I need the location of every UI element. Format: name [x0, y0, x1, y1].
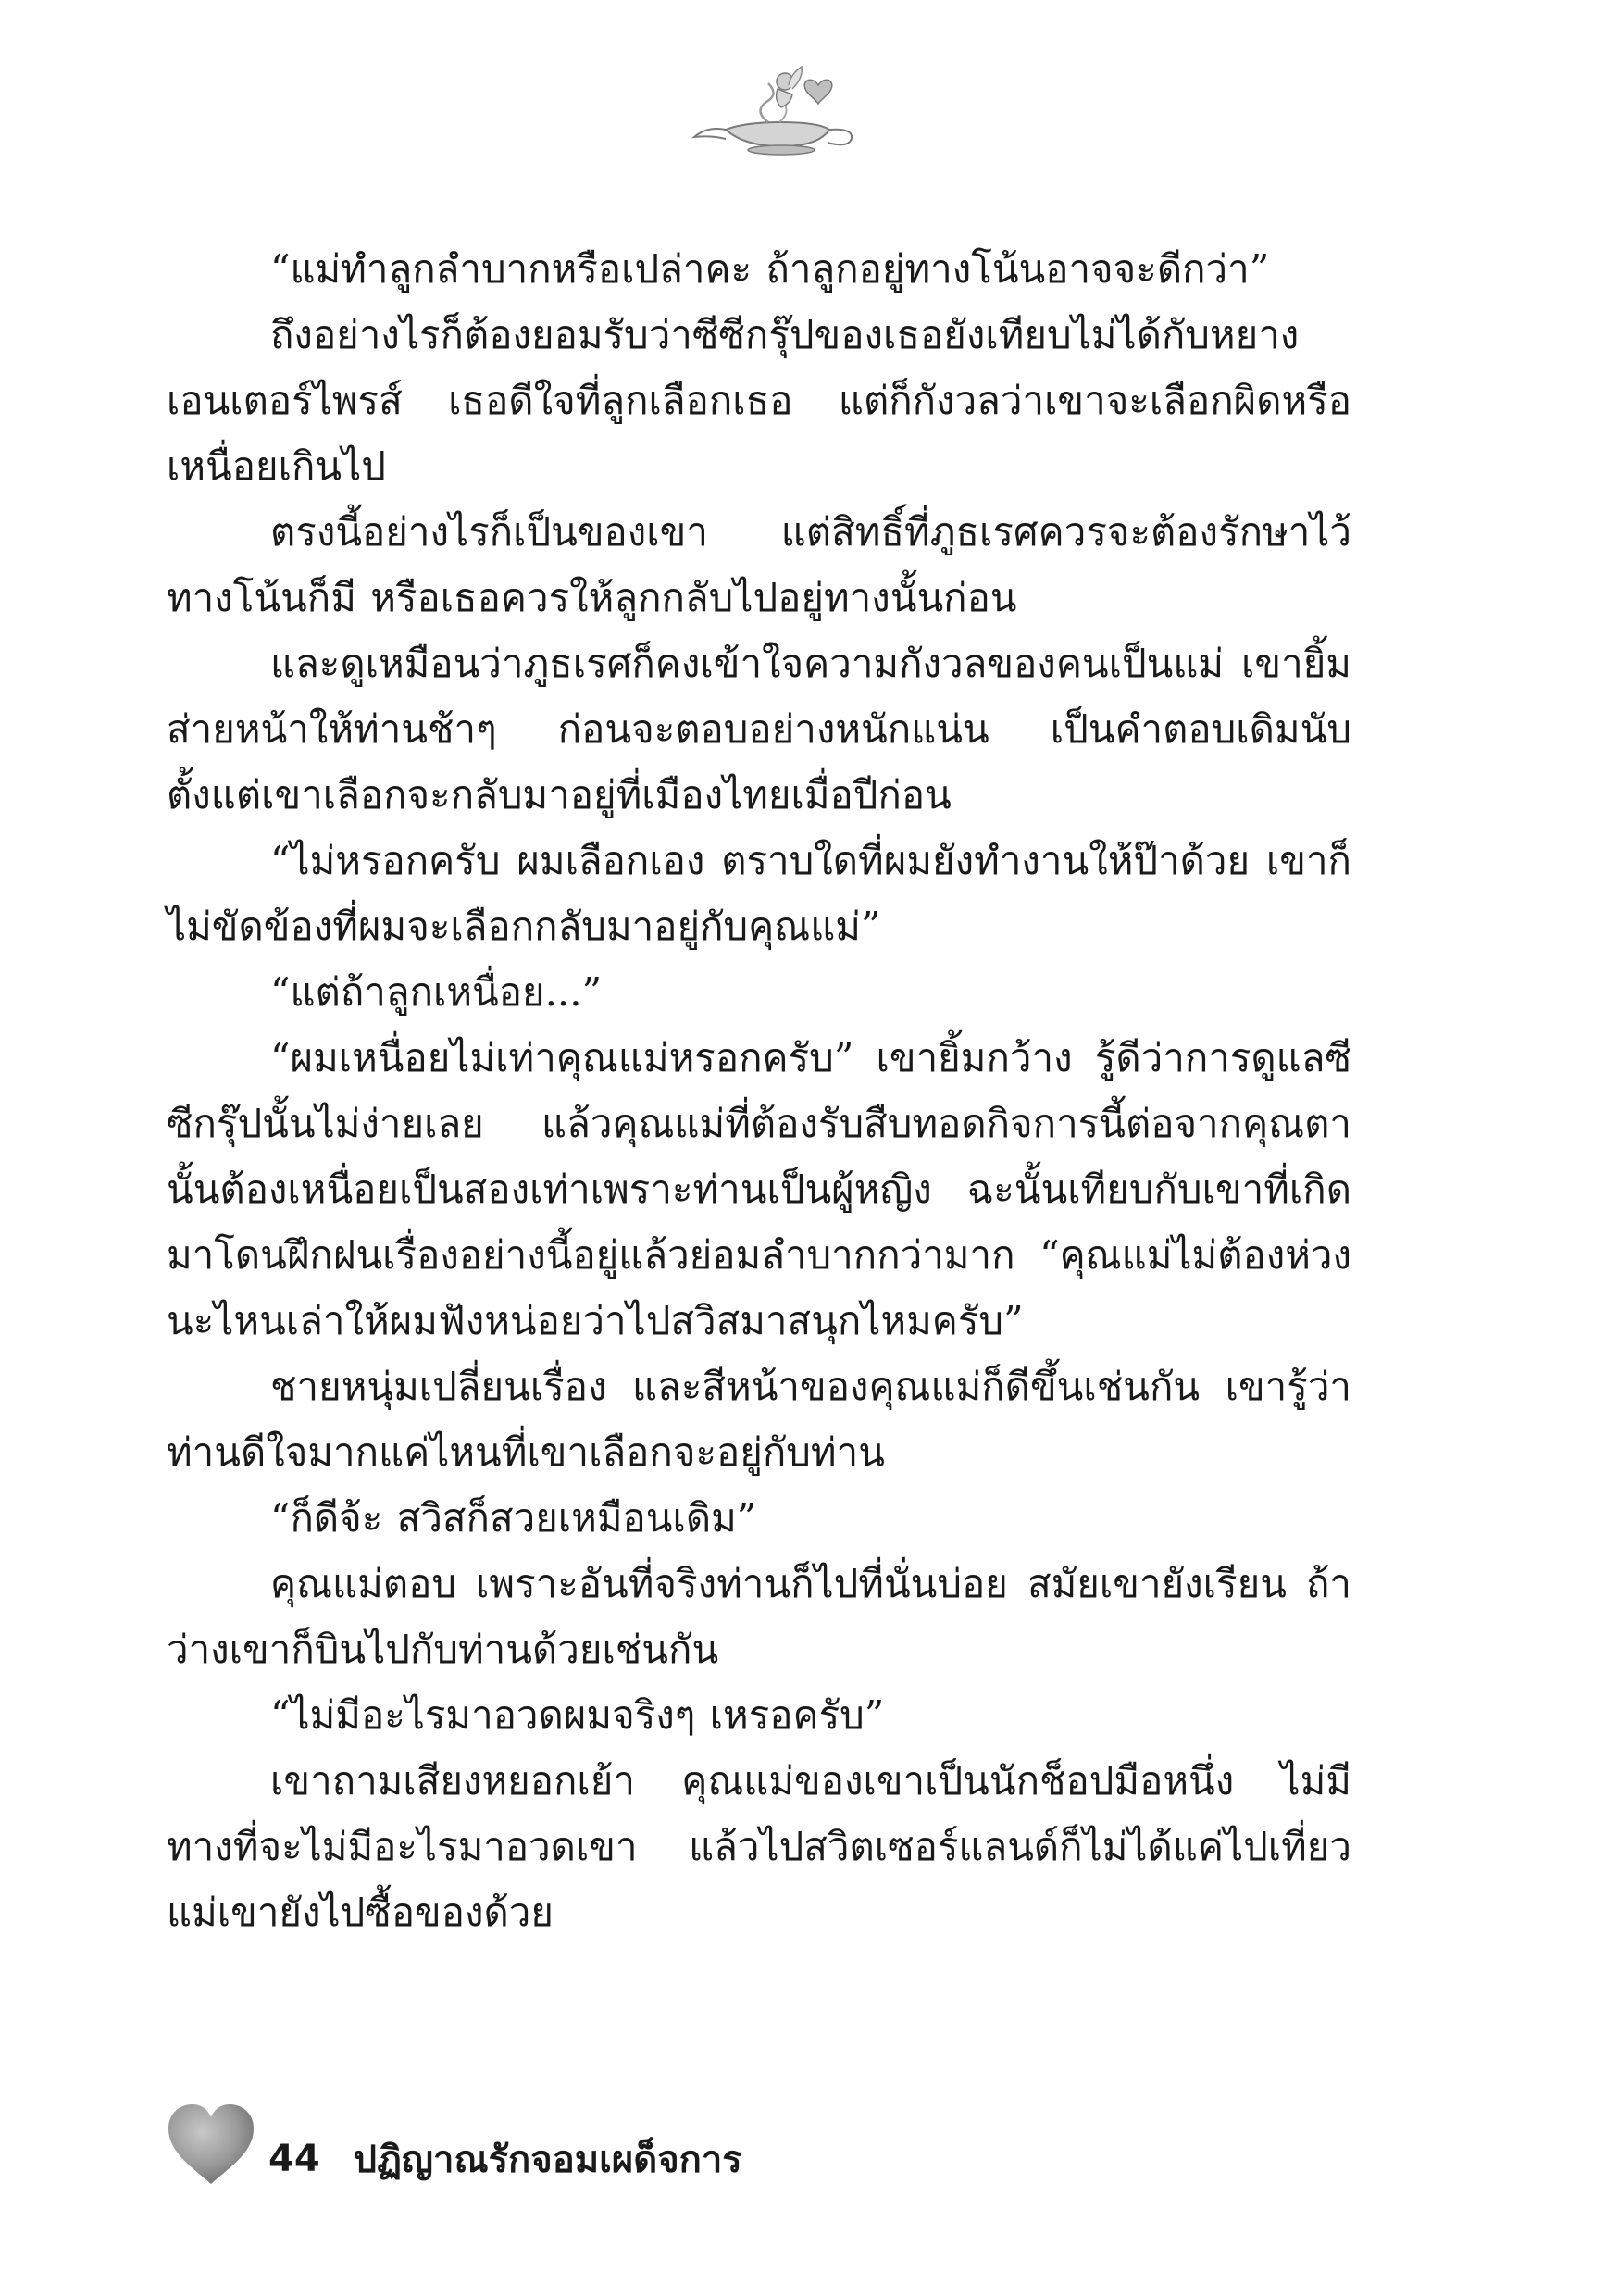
paragraph: เขาถามเสียงหยอกเย้า คุณแม่ของเขาเป็นนักช็อปมือหนึ่ง ไม่มีทางที่จะไม่มีอะไรมาอวดเขา แล้วไปสวิตเซอร์แลนด์ก็ไม่ได้แค่ไปเที่ยว แม่เขายังไปซื้อของด้วย	[167, 1758, 1351, 1935]
page-number: 44	[268, 2138, 320, 2180]
paragraph: ถึงอย่างไรก็ต้องยอมรับว่าซีซีกรุ๊ปของเธอยังเทียบไม่ได้กับหยาง เอนเตอร์ไพรส์ เธอดีใจที่ลูกเลือกเธอ แต่ก็กังวลว่าเขาจะเลือกผิดหรือเหนื่อยเกินไป	[167, 312, 1351, 489]
paragraph: “ก็ดีจ้ะ สวิสก็สวยเหมือนเดิม”	[270, 1495, 757, 1541]
body-text	[167, 236, 1351, 1945]
paragraph: และดูเหมือนว่าภูธเรศก็คงเข้าใจความกังวลของคนเป็นแม่ เขายิ้มส่ายหน้าให้ท่านช้าๆ ก่อนจะตอบอย่างหนักแน่น เป็นคำตอบเดิมนับตั้งแต่เขาเลือกจะกลับมาอยู่ที่เมืองไทยเมื่อปีก่อน	[167, 641, 1351, 817]
paragraph: “ผมเหนื่อยไม่เท่าคุณแม่หรอกครับ” เขายิ้มกว้าง รู้ดีว่าการดูแลซีซีกรุ๊ปนั้นไม่ง่ายเลย แล้วคุณแม่ที่ต้องรับสืบทอดกิจการนี้ต่อจากคุณตานั้นต้องเหนื่อยเป็นสองเท่าเพราะท่านเป็นผู้หญิง ฉะนั้นเทียบกับเขาที่เกิดมาโดนฝึกฝนเรื่องอย่างนี้อยู่แล้วย่อมลำบากกว่ามาก “คุณแม่ไม่ต้องห่วงนะไหนเล่าให้ผมฟังหน่อยว่าไปสวิสมาสนุกไหมครับ”	[167, 1035, 1351, 1343]
paragraph: ชายหนุ่มเปลี่ยนเรื่อง และสีหน้าของคุณแม่ก็ดีขึ้นเช่นกัน เขารู้ว่าท่านดีใจมากแค่ไหนที่เขาเลือกจะอยู่กับท่าน	[167, 1364, 1351, 1475]
heart-icon	[165, 2103, 257, 2188]
paragraph: “ไม่มีอะไรมาอวดผมจริงๆ เหรอครับ”	[270, 1692, 885, 1738]
paragraph: “แต่ถ้าลูกเหนื่อย...”	[270, 969, 603, 1015]
paragraph: คุณแม่ตอบ เพราะอันที่จริงท่านก็ไปที่นั่นบ่อย สมัยเขายังเรียน ถ้าว่างเขาก็บินไปกับท่านด้วยเช่นกัน	[167, 1561, 1351, 1672]
page-footer	[165, 2085, 742, 2205]
cupid-teapot-icon	[689, 57, 865, 159]
paragraph: “แม่ทำลูกลำบากหรือเปล่าคะ ถ้าลูกอยู่ทางโน้นอาจจะดีกว่า”	[270, 246, 1270, 292]
book-title: ปฏิญาณรักจอมเผด็จการ	[353, 2139, 742, 2181]
paragraph: “ไม่หรอกครับ ผมเลือกเอง ตราบใดที่ผมยังทำงานให้ป๊าด้วย เขาก็ไม่ขัดข้องที่ผมจะเลือกกลับมาอยู่กับคุณแม่”	[167, 838, 1351, 949]
paragraph: ตรงนี้อย่างไรก็เป็นของเขา แต่สิทธิ์ที่ภูธเรศควรจะต้องรักษาไว้ทางโน้นก็มี หรือเธอควรให้ลูกกลับไปอยู่ทางนั้นก่อน	[167, 509, 1351, 620]
